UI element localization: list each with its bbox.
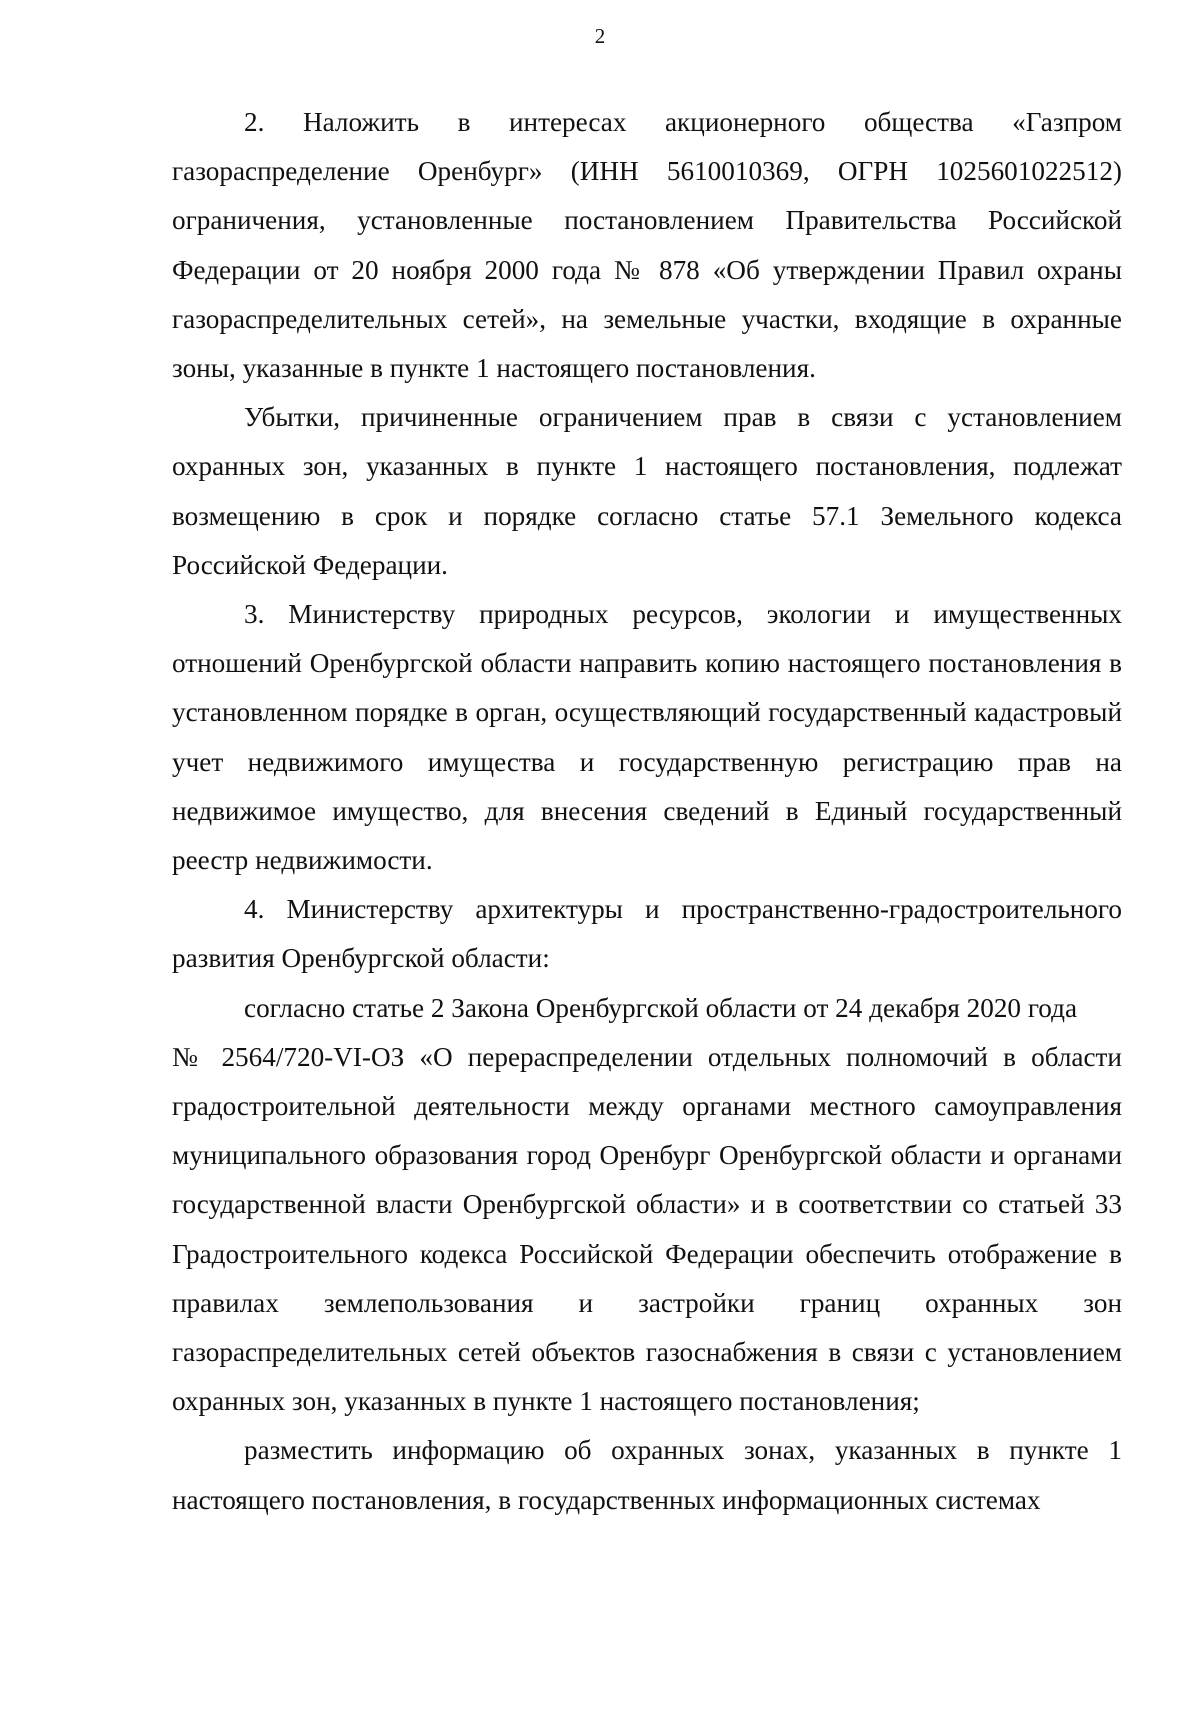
document-body [172,98,1122,1525]
page-number: 2 [594,24,606,48]
paragraph-item-2: 2. Наложить в интересах акционерного общества «Газпром газораспределение Оренбург» (ИНН 5610010369, ОГРН 1025601022512) ограничения, установленные постановлением Правительства Российской Федерации от 20 ноября 2000 года № 878 «Об утверждении Правил охраны газораспределительных сетей», на земельные участки, входящие в охранные зоны, указанные в пункте 1 настоящего постановления. [172,107,1122,384]
paragraph-item-3: 3. Министерству природных ресурсов, экологии и имущественных отношений Оренбургской области направить копию настоящего постановления в установленном порядке в орган, осуществляющий государственный кадастровый учет недвижимого имущества и государственную регистрацию прав на недвижимое имущество, для внесения сведений в Единый государственный реестр недвижимости. [172,599,1122,876]
paragraph-item-4-sub2: разместить информацию об охранных зонах, указанных в пункте 1 настоящего постановления, в государственных информационных системах [172,1435,1122,1515]
paragraph-item-4-sub1-cont: № 2564/720-VI-ОЗ «О перераспределении отдельных полномочий в области градостроительной деятельности между органами местного самоуправления муниципального образования город Оренбург Оренбургской области и органами государственной власти Оренбургской области» и в соответствии со статьей 33 Градостроительного кодекса Российской Федерации обеспечить отображение в правилах землепользования и застройки границ охранных зон газораспределительных сетей объектов газоснабжения в связи с установлением охранных зон, указанных в пункте 1 настоящего постановления; [172,1041,1122,1417]
paragraph-item-4: 4. Министерству архитектуры и пространственно-градостроительного развития Оренбургской области: [172,894,1122,974]
paragraph-item-4-sub1-start: согласно статье 2 Закона Оренбургской области от 24 декабря 2020 года [244,992,1078,1023]
paragraph-losses: Убытки, причиненные ограничением прав в связи с установлением охранных зон, указанных в пункте 1 настоящего постановления, подлежат возмещению в срок и порядке согласно статье 57.1 Земельного кодекса Российской Федерации. [172,402,1122,580]
